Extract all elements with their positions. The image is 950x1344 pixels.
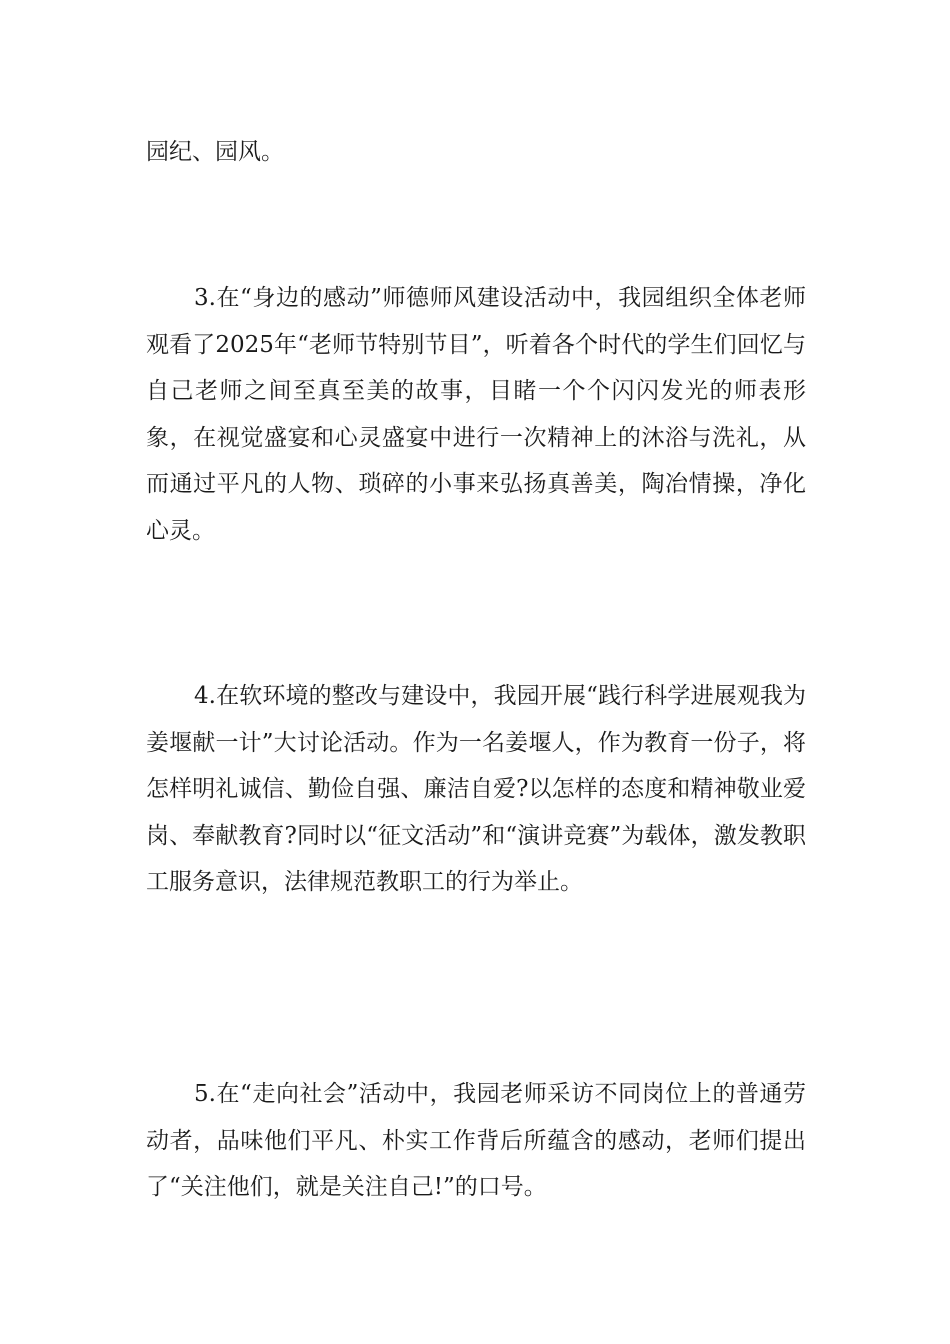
paragraph-item-4: 4.在软环境的整改与建设中，我园开展“践行科学进展观我为姜堰献一计”大讨论活动。作为一名姜堰人，作为教育一份子，将怎样明礼诚信、勤俭自强、廉洁自爱?以怎样的态度和精神敬业爱岗、奉献教育?同时以“征文活动”和“演讲竞赛”为载体，激发教职工服务意识，法律规范教职工的行为举止。 <box>146 683 806 895</box>
paragraph-item-3: 3.在“身边的感动”师德师风建设活动中，我园组织全体老师观看了2025年“老师节特别节目”，听着各个时代的学生们回忆与自己老师之间至真至美的故事，目睹一个个闪闪发光的师表形象，在视觉盛宴和心灵盛宴中进行一次精神上的沐浴与洗礼，从而通过平凡的人物、琐碎的小事来弘扬真善美，陶冶情操，净化心灵。 <box>146 285 806 544</box>
paragraph-item-5: 5.在“走向社会”活动中，我园老师采访不同岗位上的普通劳动者，品味他们平凡、朴实工作背后所蕴含的感动，老师们提出了“关注他们，就是关注自己!”的口号。 <box>146 1081 806 1200</box>
paragraph-continuation: 园纪、园风。 <box>146 139 284 165</box>
